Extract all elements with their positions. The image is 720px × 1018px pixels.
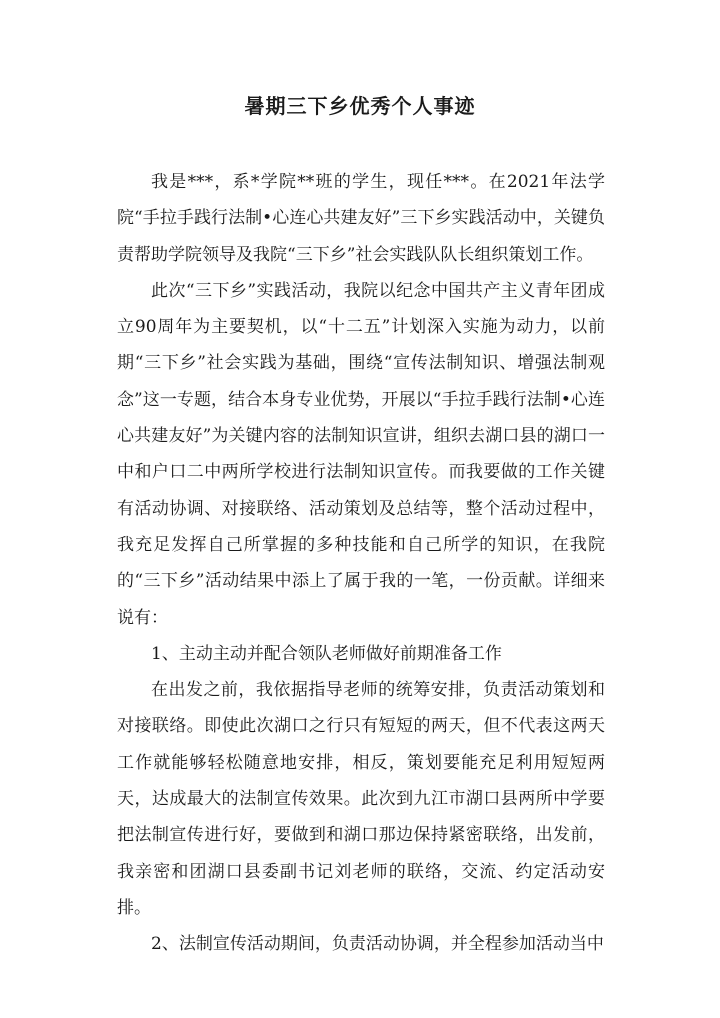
document-body	[117, 164, 605, 963]
paragraph-preparation: 在出发之前，我依据指导老师的统筹安排，负责活动策划和对接联络。即使此次湖口之行只有短短的两天，但不代表这两天工作就能够轻松随意地安排，相反，策划要能充足利用短短两天，达成最大的法制宣传效果。此次到九江市湖口县两所中学要把法制宣传进行好，要做到和湖口那边保持紧密联络，出发前，我亲密和团湖口县委副书记刘老师的联络，交流、约定活动安排。	[117, 680, 605, 918]
paragraph-intro: 我是***，系*学院**班的学生，现任***。在2021年法学院“手拉手践行法制•心连心共建友好”三下乡实践活动中，关键负责帮助学院领导及我院“三下乡”社会实践队队长组织策划工作。	[117, 172, 605, 265]
section-heading-2: 2、法制宣传活动期间，负责活动协调，并全程参加活动当中	[151, 934, 604, 955]
document-title: 暑期三下乡优秀个人事迹	[244, 94, 476, 118]
paragraph-activity: 此次“三下乡”实践活动，我院以纪念中国共产主义青年团成立90周年为主要契机，以“十二五”计划深入实施为动力，以前期“三下乡”社会实践为基础，围绕“宣传法制知识、增强法制观念”这一专题，结合本身专业优势，开展以“手拉手践行法制•心连心共建友好”为关键内容的法制知识宣讲，组织去湖口县的湖口一中和户口二中两所学校进行法制知识宣传。而我要做的工作关键有活动协调、对接联络、活动策划及总结等，整个活动过程中，我充足发挥自己所掌握的多种技能和自己所学的知识，在我院的“三下乡”活动结果中添上了属于我的一笔，一份贡献。详细来说有：	[117, 280, 605, 628]
section-heading-1: 1、主动主动并配合领队老师做好前期准备工作	[151, 643, 502, 664]
